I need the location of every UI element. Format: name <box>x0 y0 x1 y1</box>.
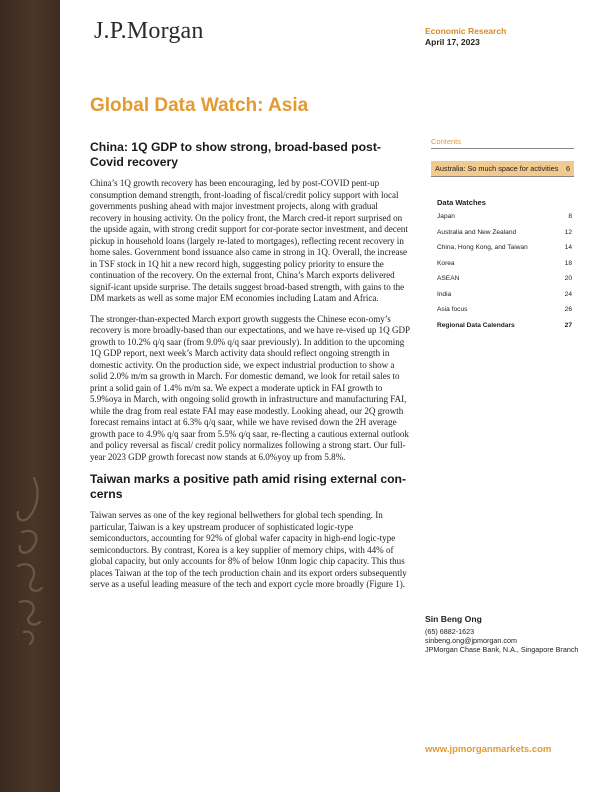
author-phone: (65) 6882-1623 <box>425 627 475 636</box>
contents-item-page: 6 <box>565 164 570 173</box>
data-watch-page: 8 <box>568 213 572 220</box>
paragraph: China’s 1Q growth recovery has been encouraging, led by post-COVID pent-up consumption demand strength, front-loading of fiscal/credit policy support with local governments pushing ahead with major investment projects, along with gradual recovery in housing activity. On the policy front, the March cred-it report surprised on the upside again, with strong credit support for cor-porate sector investment, and decent pickup in household loans (largely re-lated to mortgages), reflecting recent recovery in home sales. Government bond issuance also came in strong in 1Q. Overall, the increase in TSF stock in 1Q hit a new record high, suggesting policy priority to ensure the continuation of the recovery. On the external front, China’s March exports delivered signif-icant upside surprise. The details suggest broad-based strength, with gains to the DM markets as well as some major EM economies including Latam and Africa. <box>90 178 408 303</box>
data-watch-label: India <box>437 290 452 298</box>
data-watch-item-australia-nz[interactable] <box>437 228 572 244</box>
paragraph: The stronger-than-expected March export growth suggests the Chinese econ-omy’s recovery is more broadly-based than our expectations, and we have re-vised up 1Q GDP growth to 10.2% q/q saar (from 9.0% q/q saar previously). In addition to the upcoming 1Q GDP report, next week’s March activity data should reflect ongoing strength in domestic activity. On the production side, we expect industrial production to show a solid 2.0% m/m sa growth in March. For domestic demand, we look for retail sales to print a solid gain of 1.4% m/m sa. We expect a moderate uptick in FAI growth to 5.9%oya in March, with ongoing solid growth in infrastructure and manufacturing FAI, while the drag from real estate FAI may ease modestly. Looking ahead, our 2Q growth forecast remains intact at 6.3% q/q saar, while we have revised down the 2H average growth pace to 4.9% q/q saar from 5.5% q/q saar, re-flecting a cautious external outlook and policy reversal as fiscal/ credit policy normalizes following a strong start. Our full-year 2023 GDP growth forecast now stands at 6.0%yoy up from 5.8%. <box>90 313 410 462</box>
jpmorgan-script-watermark-icon <box>4 470 56 650</box>
data-watch-page: 20 <box>564 275 572 282</box>
paragraph: Taiwan serves as one of the key regional bellwethers for global tech spending. In particular, Taiwan is a key upstream producer of sophisticated logic-type semiconductors, accounting for 92% of global wafer capacity in high-end logic-type semiconductors. By contrast, Korea is a key supplier of memory chips, with 44% of global capacity, but only accounts for 8% of below 10nm logic chip capacity. This thus places Taiwan at the top of the tech production chain and its export orders subsequently serve as a useful leading measure of the tech and export cycle more broadly (Figure 1). <box>90 510 407 589</box>
data-watch-label: ASEAN <box>437 275 460 282</box>
contents-label: Contents <box>431 137 574 149</box>
section-heading-taiwan: Taiwan marks a positive path amid rising external con-cerns <box>90 472 407 501</box>
footer-url-link[interactable]: www.jpmorganmarkets.com <box>425 744 552 755</box>
page-title: Global Data Watch: Asia <box>90 95 309 116</box>
data-watches-title: Data Watches <box>437 198 486 207</box>
data-watch-page: 18 <box>564 259 572 267</box>
report-date: April 17, 2023 <box>425 37 480 47</box>
author-email[interactable]: sinbeng.ong@jpmorgan.com <box>425 636 518 645</box>
data-watch-item-japan[interactable] <box>437 212 572 228</box>
data-watch-label: Japan <box>437 213 455 220</box>
data-watch-page: 14 <box>564 244 572 251</box>
data-watch-label: Australia and New Zealand <box>437 228 517 236</box>
data-watch-item-asean[interactable] <box>437 274 572 290</box>
section-heading-china: China: 1Q GDP to show strong, broad-based post-Covid recovery <box>90 140 381 169</box>
jpmorgan-logo: J.P.Morgan <box>94 18 204 44</box>
data-watch-label: Regional Data Calendars <box>437 321 515 329</box>
contents-item-australia[interactable] <box>431 161 574 177</box>
contents-item-label: Australia: So much space for activities <box>435 164 559 173</box>
data-watch-page: 12 <box>564 228 572 236</box>
data-watch-item-china-hk-taiwan[interactable] <box>437 243 572 259</box>
main-column <box>90 140 410 600</box>
author-affiliation: JPMorgan Chase Bank, N.A., Singapore Branch <box>425 645 579 654</box>
data-watch-item-korea[interactable] <box>437 259 572 275</box>
data-watch-item-india[interactable] <box>437 290 572 306</box>
contents-panel <box>431 137 574 177</box>
brand-sidebar <box>0 0 60 792</box>
data-watch-page: 27 <box>564 321 572 329</box>
data-watch-page: 26 <box>564 306 572 313</box>
data-watch-label: Korea <box>437 259 455 267</box>
author-block <box>425 614 595 654</box>
data-watch-label: Asia focus <box>437 306 468 313</box>
data-watches-list <box>437 198 572 336</box>
data-watch-page: 24 <box>564 290 572 298</box>
data-watch-label: China, Hong Kong, and Taiwan <box>437 244 528 251</box>
report-header <box>425 26 506 47</box>
data-watch-item-regional-calendars[interactable] <box>437 321 572 337</box>
author-name: Sin Beng Ong <box>425 614 482 624</box>
department-label: Economic Research <box>425 26 507 36</box>
data-watch-item-asia-focus[interactable] <box>437 305 572 321</box>
